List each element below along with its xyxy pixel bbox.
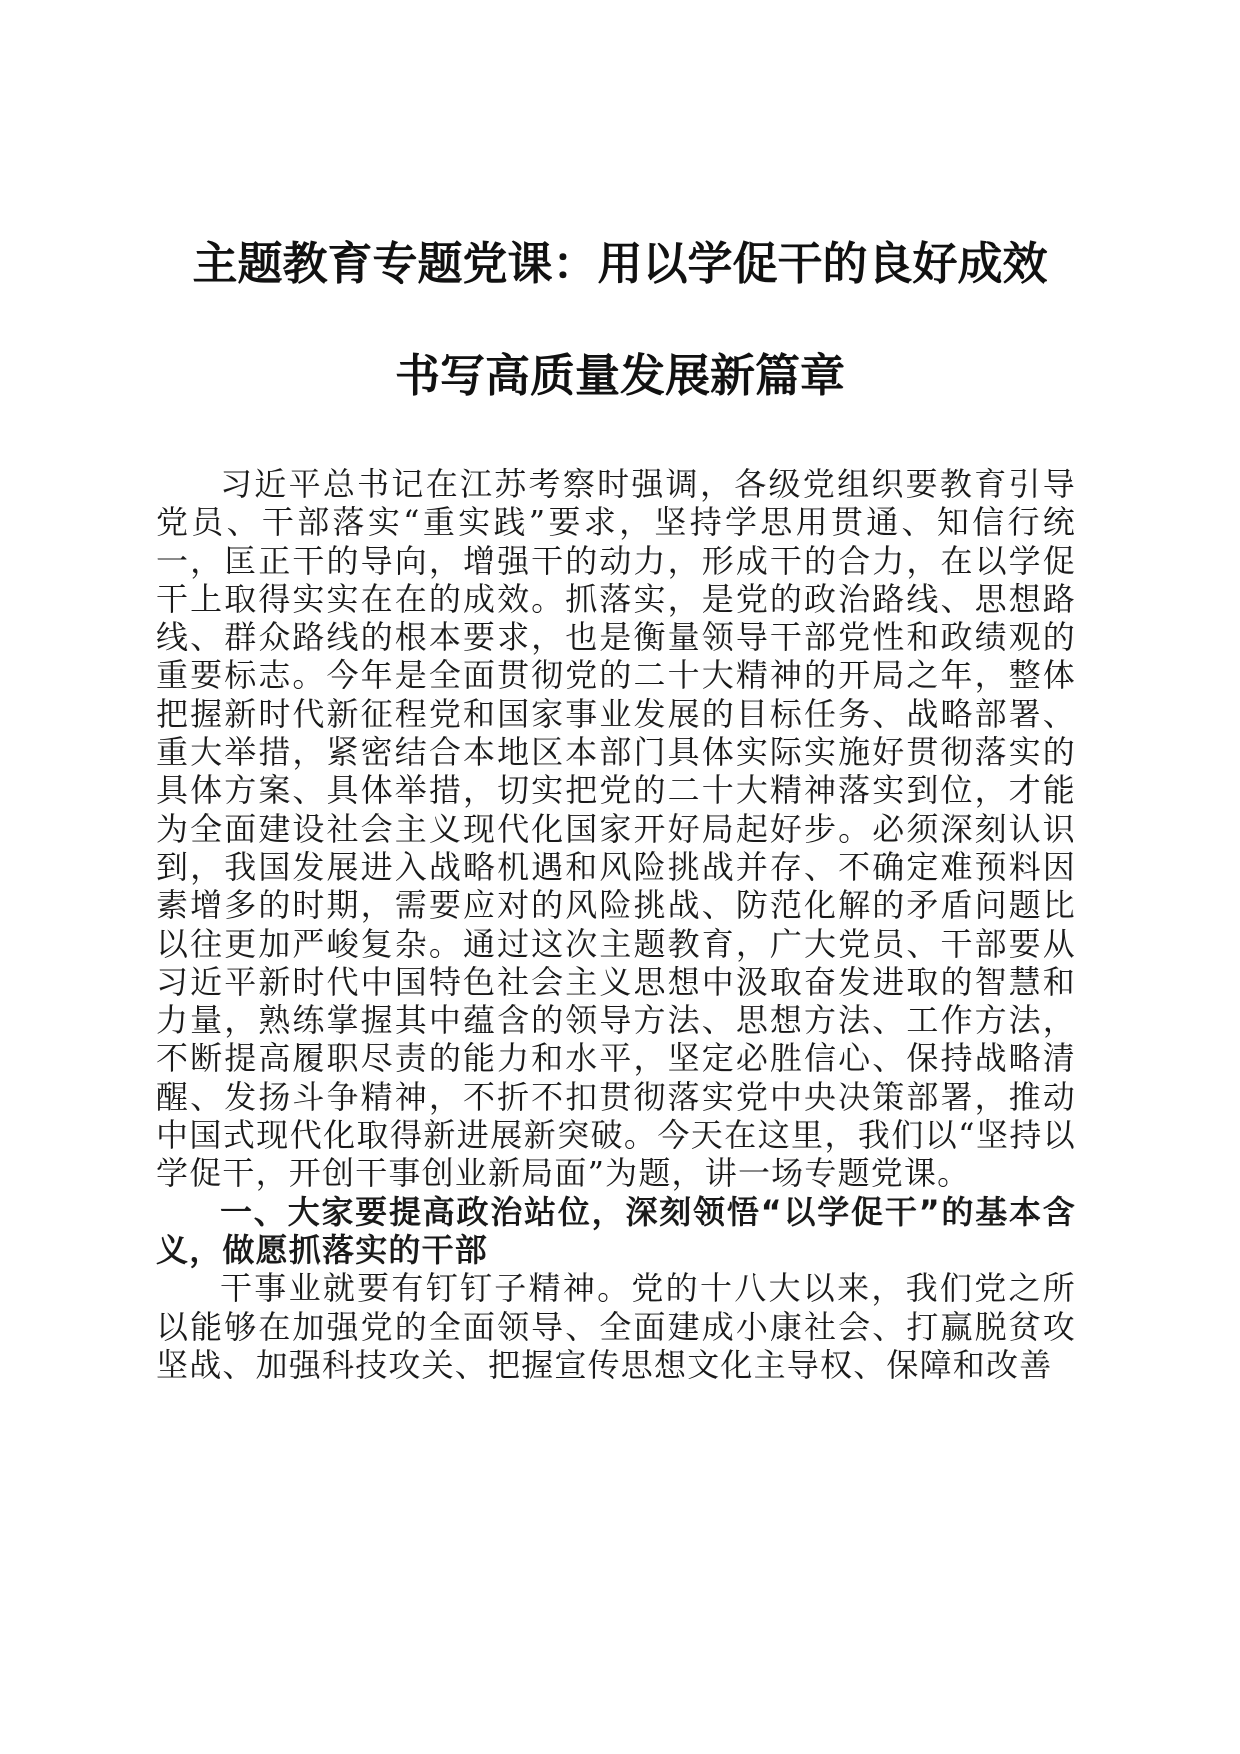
document-body — [156, 465, 1076, 1384]
section-heading-1: 一、大家要提高政治站位，深刻领悟“以学促干”的基本含义，做愿抓落实的干部 — [156, 1192, 1076, 1269]
body-paragraph-1: 习近平总书记在江苏考察时强调，各级党组织要教育引导党员、干部落实“重实践”要求，坚持学思用贯通、知信行统一，匡正干的导向，增强干的动力，形成干的合力，在以学促干上取得实实在在的成效。抓落实，是党的政治路线、思想路线、群众路线的根本要求，也是衡量领导干部党性和政绩观的重要标志。今年是全面贯彻党的二十大精神的开局之年，整体把握新时代新征程党和国家事业发展的目标任务、战略部署、重大举措，紧密结合本地区本部门具体实际实施好贯彻落实的具体方案、具体举措，切实把党的二十大精神落实到位，才能为全面建设社会主义现代化国家开好局起好步。必须深刻认识到，我国发展进入战略机遇和风险挑战并存、不确定难预料因素增多的时期，需要应对的风险挑战、防范化解的矛盾问题比以往更加严峻复杂。通过这次主题教育，广大党员、干部要从习近平新时代中国特色社会主义思想中汲取奋发进取的智慧和力量，熟练掌握其中蕴含的领导方法、思想方法、工作方法，不断提高履职尽责的能力和水平，坚定必胜信心、保持战略清醒、发扬斗争精神，不折不扣贯彻落实党中央决策部署，推动中国式现代化取得新进展新突破。今天在这里，我们以“坚持以学促干，开创干事创业新局面”为题，讲一场专题党课。 — [156, 465, 1076, 1193]
body-paragraph-2: 干事业就要有钉钉子精神。党的十八大以来，我们党之所以能够在加强党的全面领导、全面建成小康社会、打赢脱贫攻坚战、加强科技攻关、把握宣传思想文化主导权、保障和改善 — [156, 1269, 1076, 1384]
document-title-line-1: 主题教育专题党课：用以学促干的良好成效 — [192, 237, 1048, 290]
document-title-line-2: 书写高质量发展新篇章 — [394, 349, 845, 402]
